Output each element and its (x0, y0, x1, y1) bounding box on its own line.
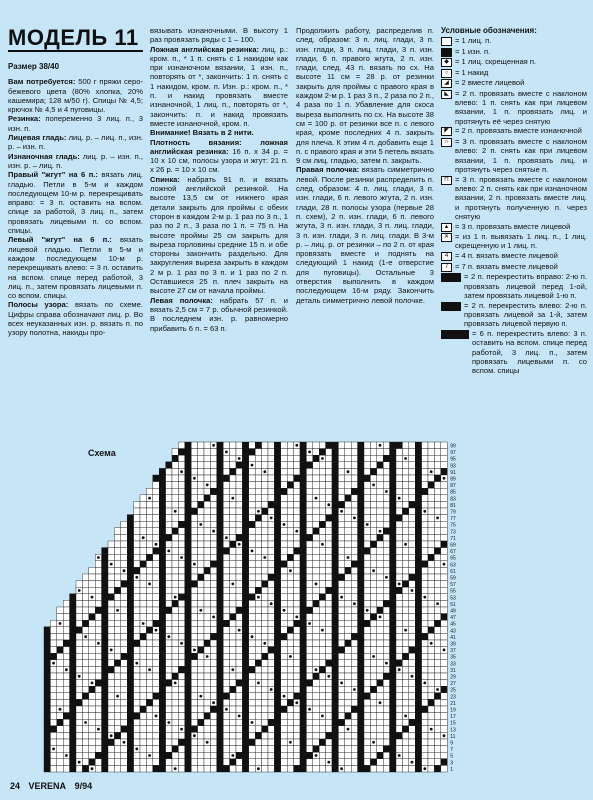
chart-row-number: 25 (450, 687, 456, 694)
chart-row-number: 55 (450, 588, 456, 595)
col1-paragraph (8, 235, 143, 300)
chart-row-number: 97 (450, 450, 456, 457)
paragraph-text: 16 п. x 34 р. = 10 x 10 см, полосы узора и жгут: 21 п. x 26 р. = 10 x 10 см. (150, 146, 288, 175)
column-3 (296, 26, 434, 426)
paragraph-text: вязать по схеме. Цифры справа обозначают лиц. р. Во всех неуказанных изн. р. вязать п. по узору полотна, накиды про- (8, 300, 143, 338)
chart-row-number: 89 (450, 476, 456, 483)
knitting-chart (40, 438, 480, 776)
chart-row-number: 17 (450, 714, 456, 721)
chart-row-number: 21 (450, 700, 456, 707)
paragraph-text: лиц. р. – изн. п., изн. р. – лиц. п. (8, 151, 143, 170)
legend-symbol-icon (441, 273, 461, 282)
chart-row-number: 19 (450, 707, 456, 714)
paragraph-heading: Правый "жгут" на 6 п.: (8, 170, 98, 180)
chart-row-number: 31 (450, 667, 456, 674)
chart-row-number: 9 (450, 740, 453, 747)
col1-paragraph (8, 114, 143, 133)
legend-symbol-icon: ∩ (441, 138, 452, 147)
chart-row-number: 59 (450, 575, 456, 582)
chart-row-number: 43 (450, 628, 456, 635)
legend-symbol-icon (441, 48, 452, 57)
legend-symbol-icon (441, 37, 452, 46)
chart-row-number: 67 (450, 549, 456, 556)
legend-item (441, 78, 587, 88)
col3-paragraph (296, 165, 434, 304)
chart-row-number: 85 (450, 489, 456, 496)
paragraph-heading: Внимание! Вязать в 2 нити. (150, 128, 254, 138)
chart-row-number: 37 (450, 648, 456, 655)
legend-text: = 3 п. провязать вместе с наклоном влево: 2 п. снять как при лицевом вязании, 1 п. провязать лиц. и протянуть через снятые п. (455, 136, 587, 174)
legend-list (441, 36, 587, 375)
legend-item (441, 47, 587, 57)
legend-item (441, 262, 587, 272)
chart-row-number: 75 (450, 522, 456, 529)
legend-symbol-icon: 4 (441, 252, 452, 261)
chart-row-number: 95 (450, 456, 456, 463)
chart-row-number: 99 (450, 443, 456, 450)
paragraph-heading: Изнаночная гладь: (8, 151, 80, 161)
column-2 (150, 26, 288, 426)
chart-row-number: 93 (450, 463, 456, 470)
paragraph-heading: Плотность вязания: ложная английская резинка: (150, 137, 288, 156)
col2-paragraph (150, 26, 288, 45)
legend-text: = 1 лиц. скрещенная п. (455, 57, 537, 67)
legend-symbol-icon: ▲ (441, 223, 452, 232)
chart-row-number: 91 (450, 469, 456, 476)
column-1 (8, 26, 143, 426)
legend-item (441, 89, 587, 126)
col2-paragraph (150, 138, 288, 175)
col1-paragraph (8, 300, 143, 337)
legend-item (441, 175, 587, 221)
legend-item (441, 137, 587, 174)
col2-paragraph (150, 45, 288, 129)
paragraph-heading: Спинка: (150, 174, 180, 184)
legend-symbol-icon (441, 330, 469, 339)
paragraph-heading: Резинка: (8, 114, 41, 124)
paragraph-heading: Вам потребуется: (8, 77, 76, 87)
paragraph-text: лиц. р. – лиц. п., изн. р. – изн. п. (8, 133, 143, 152)
chart-row-number: 1 (450, 766, 453, 773)
legend-text: = 3 п. провязать вместе с наклоном влево: 2 п. снять как при изнаночном вязании, 2 п. провязать вместе лиц. и протянуть полученную п. через снятую (455, 174, 587, 221)
chart-row-number: 61 (450, 568, 456, 575)
chart-row-number: 45 (450, 621, 456, 628)
chart-row-number: 41 (450, 634, 456, 641)
chart-row-number: 7 (450, 747, 453, 754)
size-label: Размер 38/40 (8, 62, 60, 71)
legend-text: = из 1 п. вывязать 1 лиц. п., 1 лиц. скрещенную и 1 лиц. п. (455, 232, 587, 251)
paragraph-text: вязывать изнаночными. В высоту 1 раз провязать ряды с 1 – 100. (150, 26, 288, 45)
paragraph-text: вязать симметрично левой. После резинки распределить п. след. образом: 4 п. лиц. глади, 3 п. изн. глади, 6 п. левого жгута, 2 п. изн. глади, 28 п. полосы узора (первые 28 п. схем), 2 п. изн. глади, 6 п. левого жгута, 3 п. изн. глади, 3 п. лиц. глади, 3 п. изн. глади, 3 п. лиц. глади. В 3-м р. – лиц. р. от резинки – по 2 п. от края провязать вместе и поднять на следующий 1 накид (1-е отверстие для пуговицы). Остальные 3 отверстия выполнить в каждом последующем 16-м ряду. Закончить деталь симметрично левой полочке. (296, 165, 434, 305)
legend-text: = 2 п. перекрестить влево: 2-ю п. провязать лицевой за 1-й, затем провязать лицевой первую п. (464, 300, 587, 329)
legend-symbol-icon: ✕ (441, 233, 452, 242)
paragraph-text: набрать 57 п. и вязать 2,5 см = 7 р. обычной резинкой. В последнем изн. р. равномерно прибавить 6 п. = 63 п. (150, 295, 288, 333)
paragraph-heading: Полосы узора: (8, 300, 69, 310)
legend-item (441, 68, 587, 78)
paragraph-text: набрать 91 п. и вязать ложной английской резинкой. На высоте 13,5 см от нижнего края детали закрыть для проймы с обеих сторон в каждом 2-м р. 1 раз по 3 п., 1 раз по 2 п., 3 раза по 1 п. = 75 п. На высоте проймы 25 см закрыть для выреза горловины средние 15 п. и обе стороны закончить раздельно. Для закругления выреза закрыть в каждом 2 м р. 1 раз по 3 п. и 1 раз по 2 п. Оставшиеся 25 п. плеч закрыть на высоте 27 см от начала проймы. (150, 174, 288, 296)
col1-paragraph (8, 77, 143, 114)
legend-item (441, 126, 587, 136)
legend-symbol-icon: 7 (441, 263, 452, 272)
chart-row-number: 47 (450, 615, 456, 622)
chart-row-number: 63 (450, 562, 456, 569)
legend-text: = 6 п. перекрестить влево: 3 п. оставить на вспом. спице перед работой, 3 лиц. п., затем провязать лицевыми п. со вспом. спицы (472, 329, 587, 376)
paragraph-text: лиц. р.: кром. п., * 1 п. снять с 1 накидом как при изнаночном вязании, 1 изн. п., повторять от *, закончить: 1 п. снять с 1 накидом, кром. п. Изн. р.: кром. п., * п. и накид провязать вместе изнаночной, 1 лиц. п., повторять от *, закончить: п. и накид провязать вместе изнаночной, кром. п. (150, 44, 288, 128)
legend-text: = 1 лиц. п. (455, 36, 492, 46)
chart-row-number: 5 (450, 753, 453, 760)
chart-row-number: 39 (450, 641, 456, 648)
chart-row-number: 71 (450, 535, 456, 542)
chart-row-number: 53 (450, 595, 456, 602)
legend-symbol-icon: ◆ (441, 58, 452, 67)
legend-text: = 2 вместе лицевой (455, 78, 525, 88)
chart-row-number: 81 (450, 502, 456, 509)
schema-label: Схема (88, 448, 116, 458)
legend-symbol-icon: ◢ (441, 79, 452, 88)
legend-symbol-icon: ⊓ (441, 176, 452, 185)
col1-paragraph (8, 152, 143, 171)
legend-text: = 7 п. вязать вместе лицевой (455, 261, 558, 271)
paragraph-text: Продолжить работу, распределив п. след. образом: 3 п. лиц. глади, 3 п. изн. глади, 3 п. лиц. глади, 3 п. изн. глади, 6 п. правого жгута, 2 п. изн. глади, след. 43 п. вязать по сх. На высоте 11 см = 28 р. от резинки закрыть для проймы с правого края в каждом 2-м р. 1 раз 3 п., 2 раза по 2 п., 4 раза по 1 п. Убавление для скоса выреза выполнить по сх. На высоте 38 см = 100 р. от резинки все п. с левого края, кроме последних 4 п. закрыть для плеча. К этим 4 п. добавить еще 1 п. с правого края и эти 5 петель вязать 9 см лиц. гладью, затем п. закрыть. (296, 26, 434, 166)
legend-item (441, 232, 587, 251)
legend-item (441, 36, 587, 46)
chart-row-number: 73 (450, 529, 456, 536)
chart-row-number: 15 (450, 720, 456, 727)
paragraph-text: вязать лиц. гладью. Петли в 5-м и каждом последующем 10-м р. перекрещивать вправо: = 3 п. оставить на вспом. спице за работой, 3 лиц. п., затем провязать лицевыми п. со вспом. спицы. (8, 170, 143, 236)
col1-paragraph (8, 133, 143, 152)
chart-row-number: 33 (450, 661, 456, 668)
paragraph-heading: Левый "жгут" на 6 п.: (8, 235, 112, 245)
chart-row-number: 49 (450, 608, 456, 615)
page-footer (10, 781, 98, 791)
legend-symbol-icon: ○ (441, 69, 452, 78)
paragraph-heading: Левая полочка: (150, 295, 213, 305)
legend-item (441, 222, 587, 232)
legend-symbol-icon: ◣ (441, 90, 452, 99)
chart-row-number: 13 (450, 727, 456, 734)
legend-symbol-icon (441, 302, 461, 311)
paragraph-heading: Ложная английская резинка: (150, 44, 259, 54)
legend-text: = 4 п. вязать вместе лицевой (455, 251, 558, 261)
legend-column (441, 26, 587, 426)
chart-row-number: 29 (450, 674, 456, 681)
chart-row-number: 87 (450, 483, 456, 490)
paragraph-text: 500 г пряжи серо-бежевого цвета (80% хлопка, 20% кашемира; 128 м/50 г). Спицы № 4,5; крючок № 4,5 и 4 пуговицы. (8, 77, 143, 115)
legend-text: = 2 п. провязать вместе изнаночной (455, 126, 582, 136)
legend-item (441, 329, 587, 375)
col1-paragraph (8, 170, 143, 235)
col2-paragraph (150, 175, 288, 296)
legend-item (441, 272, 587, 300)
chart-row-number: 83 (450, 496, 456, 503)
legend-title: Условные обозначения: (441, 26, 537, 35)
paragraph-text: вязать лицевой гладью. Петли в 5-м и каждом последующем 10-м р. перекрещивать влево: = 3 п. оставить на вспом. спице перед работой, 3 лиц. п., затем провязать лицевыми п. со вспом. спицы. (8, 235, 143, 301)
page-number: 24 (10, 781, 21, 791)
chart-row-number: 11 (450, 733, 456, 740)
col2-paragraph (150, 296, 288, 333)
legend-item (441, 57, 587, 67)
model-title: МОДЕЛЬ 11 (8, 26, 143, 52)
paragraph-text: попеременно 3 лиц. п., 3 изн. п. (8, 114, 143, 133)
magazine-name: VERENA (28, 781, 67, 791)
column-1-body (8, 77, 143, 337)
chart-row-number: 51 (450, 601, 456, 608)
paragraph-heading: Лицевая гладь: (8, 133, 67, 143)
chart-row-number: 77 (450, 516, 456, 523)
legend-text: = 3 п. провязать вместе лицевой (455, 221, 571, 231)
paragraph-heading: Правая полочка: (296, 165, 360, 175)
chart-row-number: 69 (450, 542, 456, 549)
legend-text: = 1 изн. п. (455, 46, 491, 56)
chart-grid (44, 442, 447, 772)
legend-text: = 2 п. провязать вместе с наклоном влево: 1 п. снять как при лицевом вязании, 1 п. провязать лиц. и протянуть её через снятую (455, 88, 587, 126)
chart-row-number: 23 (450, 694, 456, 701)
legend-text: = 1 накид (455, 67, 489, 77)
chart-row-number: 35 (450, 654, 456, 661)
chart-row-number: 57 (450, 582, 456, 589)
col3-paragraph (296, 26, 434, 165)
issue-number: 9/94 (74, 781, 93, 791)
legend-item (441, 251, 587, 261)
chart-row-number: 3 (450, 760, 453, 767)
chart-row-number: 65 (450, 555, 456, 562)
legend-text: = 2 п. перекрестить вправо: 2-ю п. провязать лицевой перед 1-ой, затем провязать лицевой 1-ю п. (464, 272, 587, 300)
chart-row-number: 27 (450, 681, 456, 688)
legend-item (441, 301, 587, 329)
legend-symbol-icon: ◤ (441, 127, 452, 136)
chart-row-number: 79 (450, 509, 456, 516)
col2-paragraph (150, 128, 288, 137)
